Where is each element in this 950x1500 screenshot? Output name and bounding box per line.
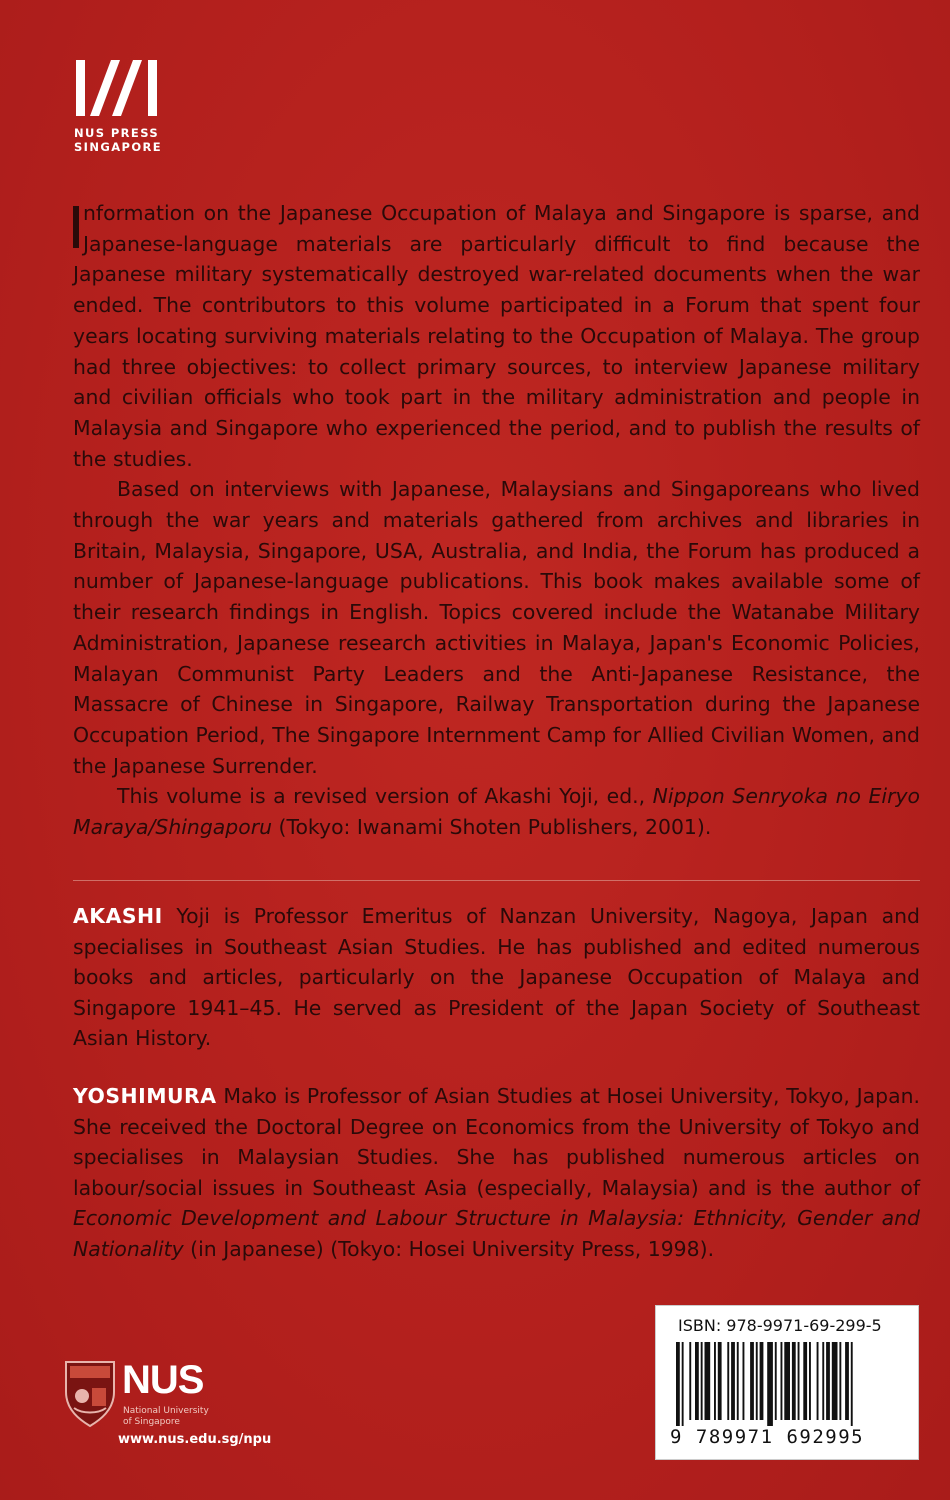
nus-subtitle-line1: National University xyxy=(123,1406,209,1416)
author-name-akashi: AKASHI xyxy=(73,904,163,928)
back-cover-blurb xyxy=(73,198,920,843)
bio-yoshimura-text-end: (in Japanese) (Tokyo: Hosei University Press, 1998). xyxy=(183,1236,715,1261)
blurb-paragraph-3 xyxy=(73,781,920,842)
bio-akashi-text: Yoji is Professor Emeritus of Nanzan University, Nagoya, Japan and specialises in Southeast Asian Studies. He has published and edited numerous books and articles, particularly on the Japanese Occupation of Malaya and Singapore 1941–45. He served as President of the Japan Society of Southeast Asian History. xyxy=(73,904,920,1050)
isbn-digits: 9 789971 692995 xyxy=(670,1426,865,1448)
blurb-text-3a: This volume is a revised version of Akashi Yoji, ed., xyxy=(117,784,653,809)
nus-crest-icon xyxy=(62,1358,118,1428)
nus-press-url: www.nus.edu.sg/npu xyxy=(118,1432,272,1447)
isbn-barcode-box xyxy=(655,1305,919,1460)
blurb-book-title: Nippon Senryoka no Eiryo Maraya/Shingaporu xyxy=(73,784,920,840)
nus-wordmark: NUS xyxy=(122,1358,204,1402)
nus-logo xyxy=(62,1358,209,1432)
publisher-name xyxy=(74,126,162,154)
bio-yoshimura xyxy=(73,1081,920,1264)
drop-cap xyxy=(73,206,79,248)
publisher-line2: SINGAPORE xyxy=(74,140,163,154)
blurb-paragraph-2: Based on interviews with Japanese, Malaysians and Singaporeans who lived through the war years and materials gathered from archives and libraries in Britain, Malaysia, Singapore, USA, Australia, and India, the Forum has produced a number of Japanese-language publications. This book makes available some of their research findings in English. Topics covered include the Watanabe Military Administration, Japanese research activities in Malaya, Japan's Economic Policies, Malayan Communist Party Leaders and the Anti-Japanese Resistance, the Massacre of Chinese in Singapore, Railway Transportation during the Japanese Occupation Period, The Singapore Internment Camp for Allied Civilian Women, and the Japanese Surrender. xyxy=(73,477,920,778)
author-name-yoshimura: YOSHIMURA xyxy=(73,1084,217,1108)
bio-akashi xyxy=(73,901,920,1054)
nus-subtitle-line2: of Singapore xyxy=(123,1417,180,1427)
bio-yoshimura-text: Mako is Professor of Asian Studies at Hosei University, Tokyo, Japan. She received the Doctoral Degree on Economics from the University of Tokyo and specialises in Malaysian Studies. She has published numerous articles on labour/social issues in Southeast Asia (especially, Malaysia) and is the author of xyxy=(73,1084,920,1200)
barcode-icon xyxy=(674,1342,902,1426)
bio-yoshimura-book-title: Economic Development and Labour Structure in Malaysia: Ethnicity, Gender and Nationality xyxy=(73,1206,920,1261)
nus-press-logo-mark xyxy=(74,58,160,118)
nus-press-logo xyxy=(74,58,162,154)
nus-subtitle xyxy=(123,1406,263,1428)
blurb-text-1: nformation on the Japanese Occupation of Malaya and Singapore is sparse, and Japanese-language materials are particularly difficult to find because the Japanese military systematically destroyed war-related documents when the war ended. The contributors to this volume participated in a Forum that spent four years locating surviving materials relating to the Occupation of Malaya. The group had three objectives: to collect primary sources, to interview Japanese military and civilian officials who took part in the military administration and people in Malaysia and Singapore who experienced the period, and to publish the results of the studies. xyxy=(73,201,920,471)
publisher-line1: NUS PRESS xyxy=(74,126,160,140)
blurb-text-3b: (Tokyo: Iwanami Shoten Publishers, 2001). xyxy=(272,815,712,840)
isbn-label: ISBN: 978-9971-69-299-5 xyxy=(678,1316,882,1335)
blurb-paragraph-1 xyxy=(73,198,920,474)
section-divider xyxy=(73,880,920,881)
